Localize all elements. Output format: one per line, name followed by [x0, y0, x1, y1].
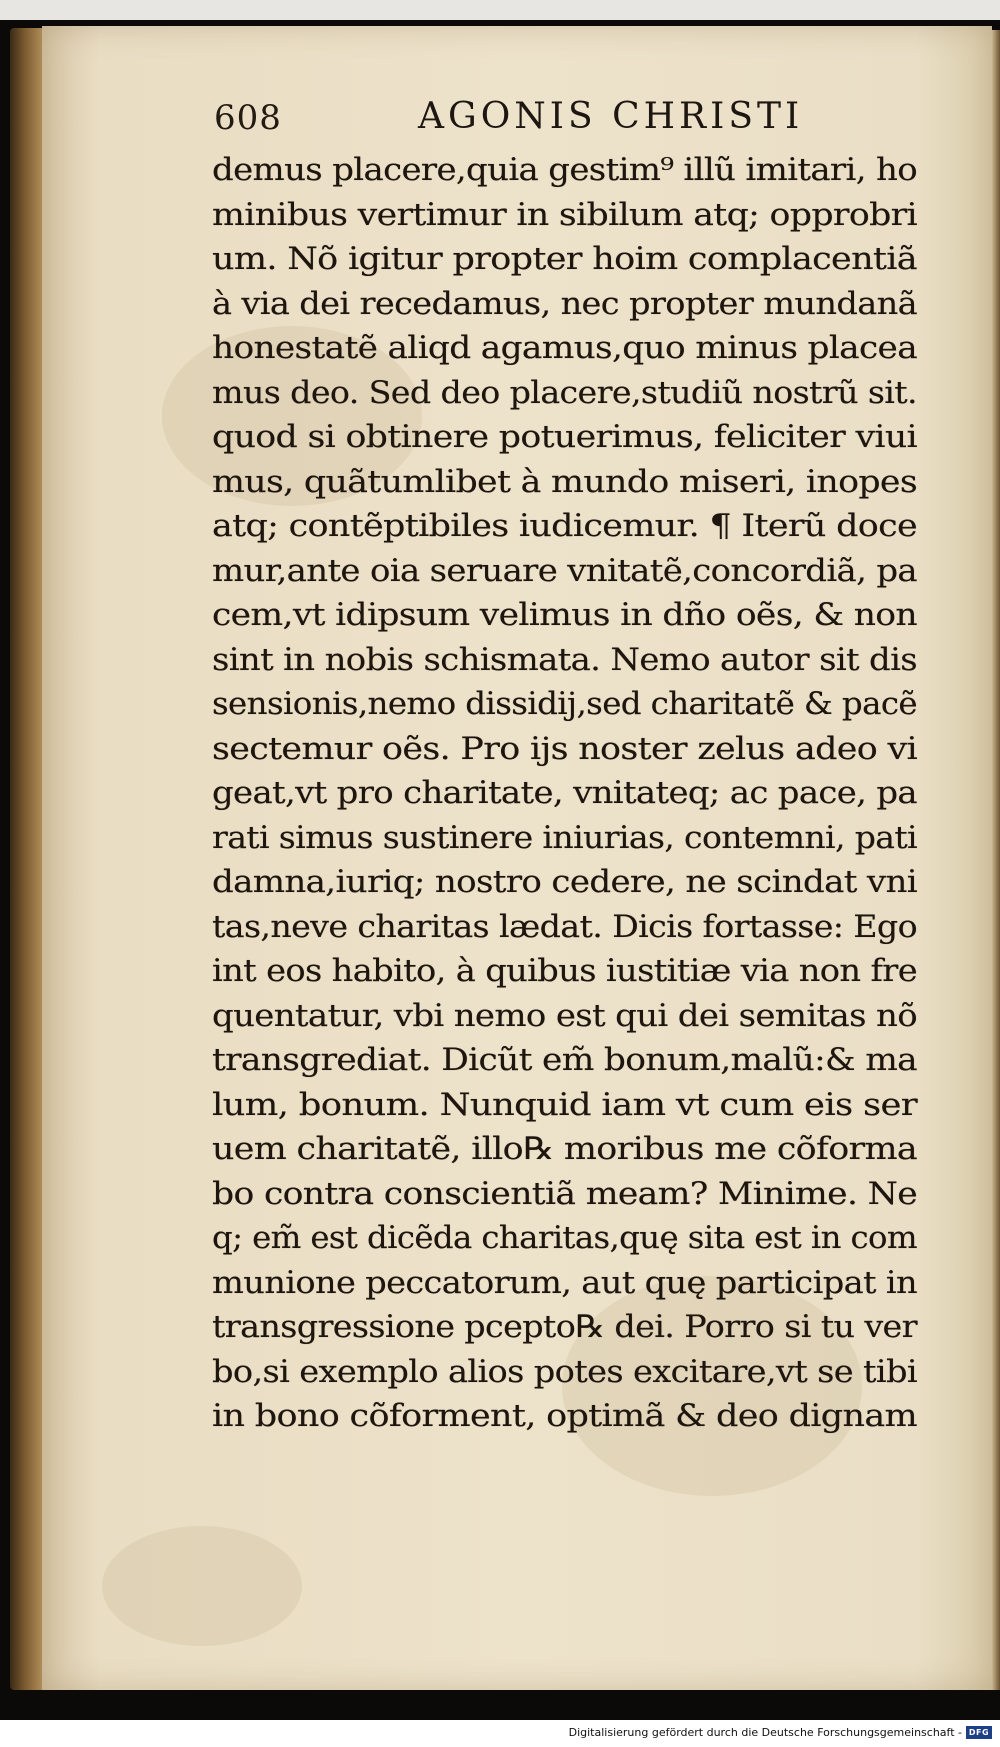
text-line: lum, bonum. Nunquid iam vt cum eis ser: [212, 1086, 917, 1123]
text-line: uem charitatẽ, illo℞ moribus me cõforma: [212, 1131, 917, 1167]
text-line: honestatẽ aliqd agamus,quo minus placea: [212, 330, 917, 366]
text-line: transgrediat. Dicũt em̃ bonum,malũ:& ma: [212, 1042, 918, 1078]
text-line: rati simus sustinere iniurias, contemni, pati: [212, 819, 917, 856]
text-line: transgressione pcepto℞ dei. Porro si tu ver: [212, 1309, 917, 1345]
text-line: damna,iuriq; nostro cedere, ne scindat vni: [212, 864, 917, 900]
text-line: bo,si exemplo alios potes excitare,vt se tibi: [212, 1353, 917, 1390]
page-right-edge: [992, 30, 1000, 1690]
text-line: quentatur, vbi nemo est qui dei semitas nõ: [212, 997, 917, 1034]
page-number: 608: [214, 98, 282, 138]
text-line: sensionis,nemo dissidij,sed charitatẽ & pacẽ: [212, 686, 917, 722]
text-line: à via dei recedamus, nec propter mundanã: [212, 285, 918, 322]
text-line: tas,neve charitas lædat. Dicis fortasse: Ego: [212, 908, 917, 945]
text-line: geat,vt pro charitate, vnitateq; ac pace, pa: [212, 775, 917, 811]
text-line: q; em̃ est dicẽda charitas,quę sita est in com: [212, 1220, 917, 1256]
text-line: in bono cõforment, optimã & deo dignam: [212, 1398, 917, 1434]
text-line: cem,vt idipsum velimus in dño oẽs, & non: [212, 597, 917, 633]
text-line: demus placere,quia gestim⁹ illũ imitari, ho: [212, 152, 917, 188]
text-line: bo contra conscientiã meam? Minime. Ne: [212, 1175, 917, 1212]
running-title: AGONIS CHRISTI: [418, 96, 804, 137]
text-line: sint in nobis schismata. Nemo autor sit dis: [212, 641, 917, 678]
text-line: mus deo. Sed deo placere,studiũ nostrũ sit.: [212, 374, 917, 411]
text-line: munione peccatorum, aut quę participat in: [212, 1264, 917, 1301]
text-line: mur,ante oia seruare vnitatẽ,concordiã, pa: [212, 552, 917, 589]
text-line: um. Nõ igitur propter hoim complacentiã: [212, 241, 917, 277]
body-text: [212, 148, 922, 1439]
dfg-logo-icon: DFG: [966, 1726, 992, 1739]
text-line: quod si obtinere potuerimus, feliciter viui: [212, 419, 917, 455]
paper-stain: [102, 1526, 302, 1646]
text-line: sectemur oẽs. Pro ijs noster zelus adeo vi: [212, 730, 917, 767]
digitization-footer: [0, 1720, 1000, 1747]
top-border: [0, 0, 1000, 20]
footer-credit: Digitalisierung gefördert durch die Deutsche Forschungsgemeinschaft -: [568, 1726, 962, 1739]
text-line: minibus vertimur in sibilum atq; opprobri: [212, 196, 917, 233]
running-header: [0, 96, 1000, 146]
text-line: mus, quãtumlibet à mundo miseri, inopes: [212, 463, 917, 500]
text-line: int eos habito, à quibus iustitiæ via non fre: [212, 953, 917, 989]
text-line: atq; contẽptibiles iudicemur. ¶ Iterũ doce: [212, 508, 917, 544]
